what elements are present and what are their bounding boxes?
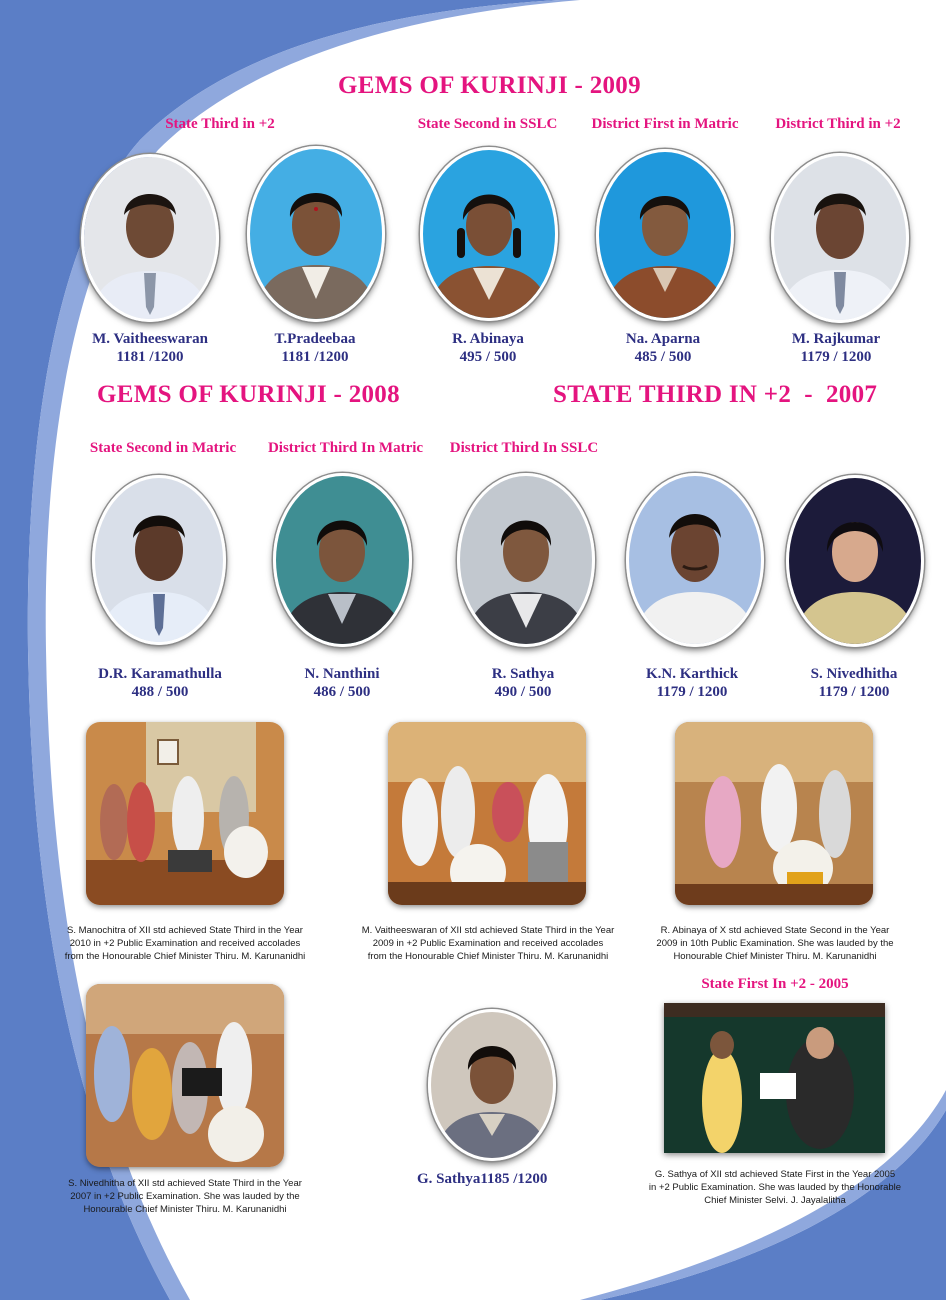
portrait-vaitheeswaran	[81, 154, 219, 322]
row1-title-1: State Third in +2	[165, 116, 275, 132]
student-score: 1179 / 1200	[818, 684, 890, 700]
student-name: S. Nivedhitha	[810, 666, 898, 682]
row2-caption-5	[774, 665, 934, 701]
single-student-name: G. Sathya1185 /1200	[417, 1171, 548, 1187]
caption-line: in +2 Public Examination. She was lauded by the Honorable	[648, 1182, 902, 1193]
student-name: T.Pradeebaa	[274, 331, 356, 347]
portrait-aparna	[596, 149, 734, 321]
student-name: M. Vaitheeswaran	[92, 331, 208, 347]
student-name: D.R. Karamathulla	[98, 666, 222, 682]
caption-line: 2009 in +2 Public Examination and received accolades	[372, 938, 604, 949]
portrait-pradeebaa	[247, 146, 385, 322]
caption-line: 2007 in +2 Public Examination. She was lauded by the	[70, 1191, 300, 1202]
caption-line: S. Nivedhitha of XII std achieved State Third in the Year	[68, 1178, 302, 1189]
ceremony-photo-2	[388, 722, 586, 905]
student-name: Na. Aparna	[625, 331, 701, 347]
heading-state-first-2005: State First In +2 - 2005	[701, 976, 849, 992]
student-name: R. Abinaya	[452, 331, 524, 347]
caption-line: S. Manochitra of XII std achieved State Third in the Year	[67, 925, 303, 936]
student-name: R. Sathya	[491, 666, 555, 682]
student-name: N. Nanthini	[304, 666, 380, 682]
caption-line: 2010 in +2 Public Examination and received accolades	[69, 938, 301, 949]
row2-caption-2	[262, 665, 422, 701]
row2-title-2: District Third In Matric	[267, 440, 424, 456]
portrait-karthick	[626, 473, 764, 647]
caption-line: R. Abinaya of X std achieved State Second in the Year	[660, 925, 890, 936]
student-name: K.N. Karthick	[645, 666, 739, 682]
photo-caption-4	[55, 1177, 315, 1216]
row1-caption-3	[408, 330, 568, 366]
portrait-abinaya	[420, 147, 558, 321]
row1-title-3: State Second in SSLC	[417, 116, 558, 132]
student-score: 486 / 500	[313, 684, 371, 700]
portrait-g-sathya	[428, 1009, 556, 1161]
caption-line: G. Sathya of XII std achieved State First in the Year 2005	[654, 1169, 896, 1180]
portrait-nivedhitha	[786, 475, 924, 647]
student-score: 485 / 500	[634, 349, 692, 365]
row2-title-3: District Third In SSLC	[449, 440, 599, 456]
row1-caption-1	[70, 330, 230, 366]
row1-caption-4	[583, 330, 743, 366]
caption-line: from the Honourable Chief Minister Thiru. M. Karunanidhi	[64, 951, 306, 962]
row1-caption-5	[756, 330, 916, 366]
portrait-karamathulla	[92, 475, 226, 645]
ceremony-photo-4	[86, 984, 284, 1167]
student-score: 1179 / 1200	[656, 684, 728, 700]
student-name: M. Rajkumar	[791, 331, 881, 347]
caption-line: M. Vaitheeswaran of XII std achieved State Third in the Year	[361, 925, 615, 936]
row1-title-5: District Third in +2	[775, 116, 901, 132]
student-score: 488 / 500	[131, 684, 189, 700]
row1-title-4: District First in Matric	[591, 116, 739, 132]
caption-line: Honourable Chief Minister Thiru. M. Karunanidhi	[673, 951, 877, 962]
caption-line: Chief Minister Selvi. J. Jayalalitha	[704, 1195, 846, 1206]
student-score: 490 / 500	[494, 684, 552, 700]
row2-caption-1	[80, 665, 240, 701]
portrait-rajkumar	[771, 153, 909, 323]
row2-caption-3	[443, 665, 603, 701]
photo-caption-2	[358, 924, 618, 963]
photo-caption-1	[60, 924, 310, 963]
row1-caption-2	[235, 330, 395, 366]
ceremony-photo-1	[86, 722, 284, 905]
heading-state-third-2007: STATE THIRD IN +2 - 2007	[553, 381, 878, 408]
photo-caption-3	[650, 924, 900, 963]
caption-line: Honourable Chief Minister Thiru. M. Karunanidhi	[83, 1204, 287, 1215]
ceremony-photo-5	[664, 1003, 885, 1153]
portrait-nanthini	[273, 473, 412, 647]
row2-caption-4	[612, 665, 772, 701]
student-score: 1181 /1200	[281, 349, 349, 365]
student-score: 495 / 500	[459, 349, 517, 365]
heading-gems-2009: GEMS OF KURINJI - 2009	[338, 72, 641, 99]
caption-line: from the Honourable Chief Minister Thiru. M. Karunanidhi	[367, 951, 609, 962]
photo-caption-5	[645, 1168, 905, 1207]
heading-gems-2008: GEMS OF KURINJI - 2008	[97, 381, 400, 408]
portrait-sathya	[457, 473, 595, 647]
caption-line: 2009 in 10th Public Examination. She was lauded by the	[656, 938, 894, 949]
student-score: 1179 / 1200	[800, 349, 872, 365]
student-score: 1181 /1200	[116, 349, 184, 365]
ceremony-photo-3	[675, 722, 873, 905]
row2-title-1: State Second in Matric	[89, 440, 237, 456]
